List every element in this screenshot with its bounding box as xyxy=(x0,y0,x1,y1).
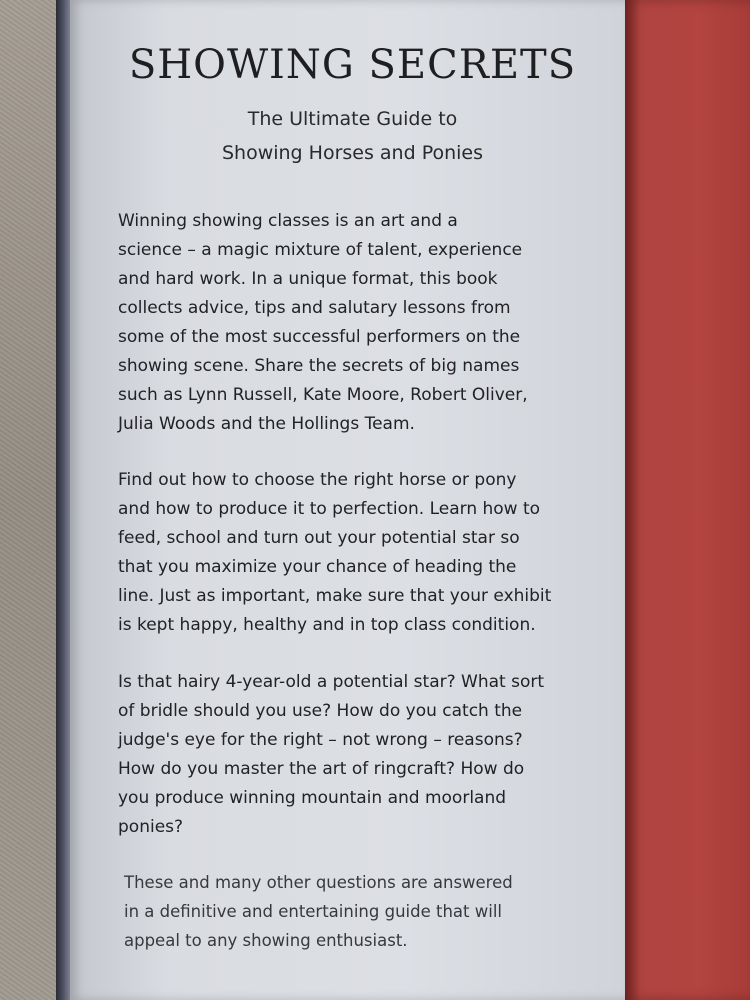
blurb-paragraph-1 xyxy=(118,207,618,439)
red-cover-background xyxy=(625,0,750,1000)
blurb-line: Julia Woods and the Hollings Team. xyxy=(118,414,415,434)
blurb-line: some of the most successful performers on the xyxy=(118,327,521,347)
blurb-paragraph-3 xyxy=(118,668,618,842)
blurb-paragraph-2 xyxy=(118,466,618,640)
blurb-line: collects advice, tips and salutary lessons from xyxy=(118,298,511,318)
blurb-line: Is that hairy 4-year-old a potential star? What sort xyxy=(118,672,545,692)
blurb-line: How do you master the art of ringcraft? How do xyxy=(118,759,525,779)
blurb-line: science – a magic mixture of talent, experience xyxy=(118,240,523,260)
blurb-line: These and many other questions are answered xyxy=(124,873,513,892)
blurb-line: Winning showing classes is an art and a xyxy=(118,211,458,231)
blurb-line: of bridle should you use? How do you catch the xyxy=(118,701,523,721)
blurb-line: is kept happy, healthy and in top class condition. xyxy=(118,615,536,635)
blurb-line: line. Just as important, make sure that your exhibit xyxy=(118,586,552,606)
blurb-line: in a definitive and entertaining guide that will xyxy=(124,902,502,921)
blurb-line: such as Lynn Russell, Kate Moore, Robert Oliver, xyxy=(118,385,528,405)
book-subtitle-line-1: The Ultimate Guide to xyxy=(247,108,458,130)
blurb-line: and how to produce it to perfection. Learn how to xyxy=(118,499,541,519)
blurb-line: ponies? xyxy=(118,817,184,837)
blurb-paragraph-4 xyxy=(124,868,624,955)
blurb-line: showing scene. Share the secrets of big names xyxy=(118,356,520,376)
blurb-line: judge's eye for the right – not wrong – reasons? xyxy=(118,730,523,750)
book-subtitle-line-2: Showing Horses and Ponies xyxy=(221,142,484,164)
blurb-line: you produce winning mountain and moorland xyxy=(118,788,507,808)
blurb-line: that you maximize your chance of heading the xyxy=(118,557,517,577)
book-title: SHOWING SECRETS xyxy=(128,42,577,88)
book-spine-edge xyxy=(56,0,70,1000)
blurb-line: and hard work. In a unique format, this book xyxy=(118,269,498,289)
blurb-line: feed, school and turn out your potential star so xyxy=(118,528,520,548)
blurb-line: Find out how to choose the right horse or pony xyxy=(118,470,517,490)
blurb-line: appeal to any showing enthusiast. xyxy=(124,931,408,950)
